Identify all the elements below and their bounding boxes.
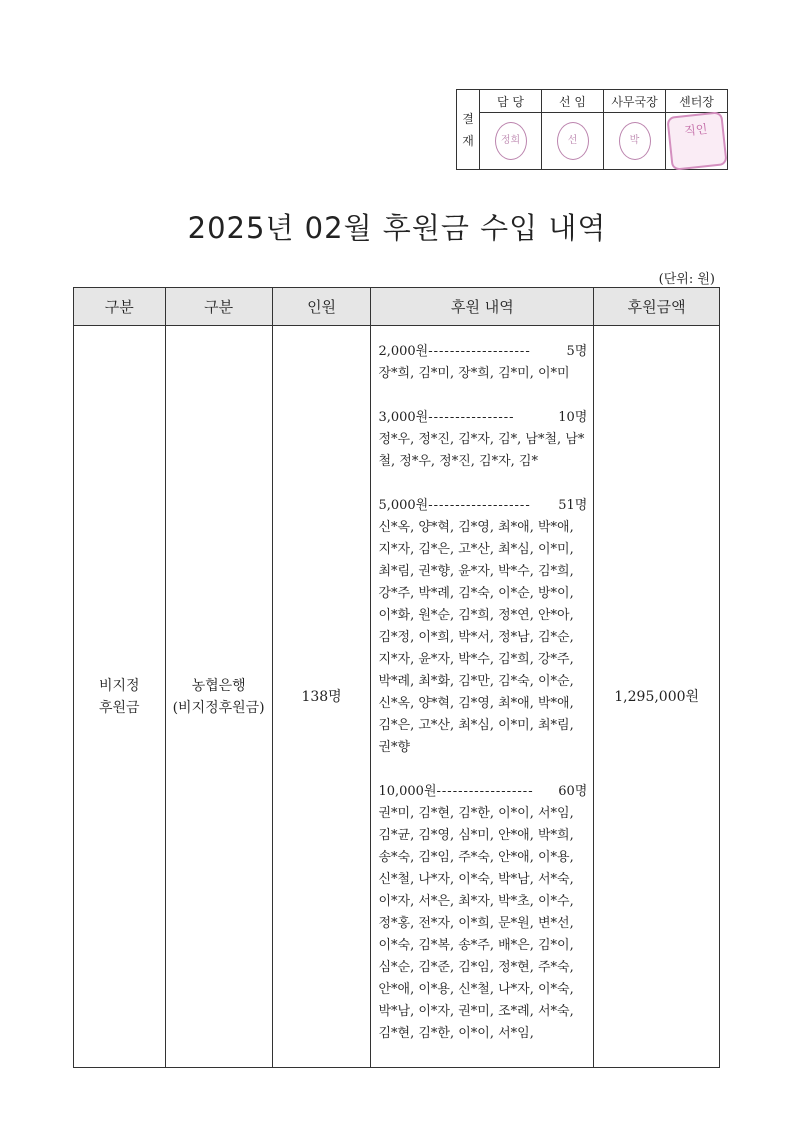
group-amount-line: [378, 341, 587, 363]
signature-stamp-icon: 선: [557, 122, 589, 160]
group-dashes: -------------------: [428, 344, 531, 359]
account-cell: [165, 326, 272, 1068]
official-seal-icon: 직인: [666, 111, 727, 171]
group-names: 장*희, 김*미, 장*희, 김*미, 이*미: [378, 366, 570, 381]
approval-stamp-director: [666, 113, 728, 170]
group-amount: 2,000원: [378, 344, 429, 359]
group-amount: 3,000원: [378, 410, 429, 425]
group-dashes: ----------------: [428, 410, 515, 425]
approval-box: [456, 89, 728, 170]
approval-stamp-secretary: [604, 113, 666, 170]
header-account: 구분: [165, 288, 272, 326]
category-cell: [74, 326, 166, 1068]
group-count: 51명: [558, 498, 588, 513]
group-amount-line: [378, 407, 587, 429]
group-count: 60명: [558, 784, 588, 799]
details-cell: [371, 326, 594, 1068]
unit-note: (단위: 원): [658, 272, 715, 287]
approval-stamp-staff: [480, 113, 542, 170]
approval-header-senior: 선 임: [542, 90, 604, 113]
approval-side-char: 재: [462, 133, 474, 148]
account-line: (비지정후원금): [172, 699, 265, 716]
approval-header-secretary: 사무국장: [604, 90, 666, 113]
header-amount: 후원금액: [594, 288, 720, 326]
group-dashes: -------------------: [428, 498, 531, 513]
donation-group-2000: [378, 341, 587, 385]
category-line: 후원금: [99, 699, 140, 716]
page-title: 2025년 02월 후원금 수입 내역: [187, 211, 607, 245]
header-details: 후원 내역: [371, 288, 594, 326]
account-line: 농협은행: [191, 677, 246, 694]
group-names: 정*우, 정*진, 김*자, 김*, 남*철, 남*철, 정*우, 정*진, 김*자, 김*: [378, 432, 585, 469]
approval-side-char: 결: [462, 111, 474, 126]
donation-group-3000: [378, 407, 587, 473]
group-amount: 5,000원: [378, 498, 429, 513]
donation-table: [73, 287, 720, 1068]
group-names: 신*옥, 양*혁, 김*영, 최*애, 박*애, 지*자, 김*은, 고*산, 최*심, 이*미, 최*림, 권*향, 윤*자, 박*수, 김*희, 강*주, 박*례, 김*숙, 이*순, 방*이, 이*화, 원*순, 김*희, 정*연, 안*아, 김*정, 이*희, 박*서, 정*남, 김*순, 지*자, 윤*자, 박*수, 김*희, 강*주, 박*례, 최*화, 김*만, 김*숙, 이*순, 신*옥, 양*혁, 김*영, 최*애, 박*애, 김*은, 고*산, 최*심, 이*미, 최*림, 권*향: [378, 520, 574, 755]
group-amount-line: [378, 495, 587, 517]
count-cell: 138명: [272, 326, 371, 1068]
signature-stamp-icon: 박: [619, 122, 651, 160]
approval-stamp-senior: [542, 113, 604, 170]
category-line: 비지정: [99, 677, 140, 694]
table-header-row: [74, 288, 720, 326]
signature-stamp-icon: 정희: [495, 122, 527, 160]
group-names: 권*미, 김*현, 김*한, 이*이, 서*임, 김*균, 김*영, 심*미, 안*애, 박*희, 송*숙, 김*임, 주*숙, 안*애, 이*용, 신*철, 나*자, 이*숙, 박*남, 서*숙, 이*자, 서*은, 최*자, 박*초, 이*수, 정*홍, 전*자, 이*희, 문*원, 변*선, 이*숙, 김*복, 송*주, 배*은, 김*이, 심*순, 김*준, 김*임, 정*현, 주*숙, 안*애, 이*용, 신*철, 나*자, 이*숙, 박*남, 이*자, 권*미, 조*례, 서*숙, 김*현, 김*한, 이*이, 서*임,: [378, 806, 574, 1041]
header-category: 구분: [74, 288, 166, 326]
group-count: 5명: [566, 344, 588, 359]
table-row: [74, 326, 720, 1068]
header-count: 인원: [272, 288, 371, 326]
donation-group-10000: [378, 781, 587, 1045]
approval-side-label: [457, 90, 480, 170]
amount-cell: 1,295,000원: [594, 326, 720, 1068]
group-dashes: ------------------: [436, 784, 534, 799]
approval-header-staff: 담 당: [480, 90, 542, 113]
group-amount: 10,000원: [378, 784, 437, 799]
donation-group-5000: [378, 495, 587, 759]
approval-header-director: 센터장: [666, 90, 728, 113]
group-count: 10명: [558, 410, 588, 425]
group-amount-line: [378, 781, 587, 803]
